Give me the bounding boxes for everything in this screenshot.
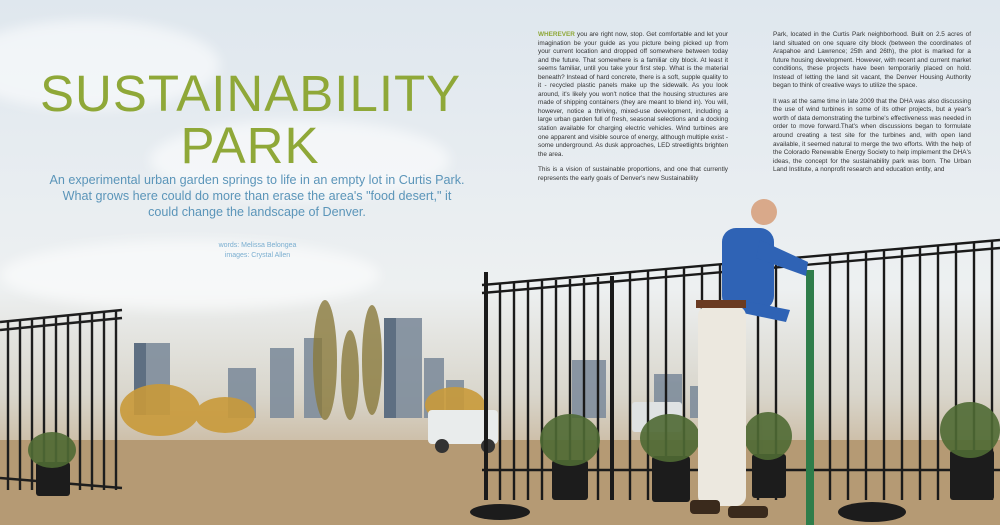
body-paragraph: This is a vision of sustainable proportions, and one that currently represents the early goals of Denver's new Sustainability <box>538 166 728 182</box>
body-paragraph: It was at the same time in late 2009 that the DHA was also discussing the use of wind turbines in some of its other projects, but a year's worth of data demonstrating the turbine's effectiveness was needed in order to move forward.That's when discussions began to formulate around creating a test site for the turbines and, with open land available, it seemed natural to merge the two efforts. With the help of the Colorado Renewable Energy Society to help implement the DHA's ideas, the concept for the sustainability park was born. The Urban Land Institute, a nonprofit research and education entity, and <box>773 97 971 174</box>
title-line-1: SUSTAINABILITY <box>40 65 462 122</box>
body-paragraph <box>538 31 728 159</box>
body-column-1 <box>538 31 728 190</box>
lead-word: WHEREVER <box>538 31 575 38</box>
body-column-2 <box>773 31 971 182</box>
credit-images: images: Crystal Allen <box>224 252 291 259</box>
body-paragraph: Park, located in the Curtis Park neighborhood. Built on 2.5 acres of land situated on one square city block (between the coordinates of Arapahoe and Lawrence; 25th and 26th), the plot is marked for a future housing development. However, with recent and current market conditions, these projects have been temporarily placed on hold. Instead of letting the land sit vacant, the Denver Housing Authority began to think of creative ways to utilize the space. <box>773 31 971 90</box>
article-subtitle: An experimental urban garden springs to life in an empty lot in Curtis Park. What grows here could do more than erase the area's "food desert," it could change the landscape of Denver. <box>49 173 465 219</box>
paragraph-text: you are right now, stop. Get comfortable and let your imagination be your guide as you picture being picked up from your current location and dropped off somewhere between today and the future. That somewhere is a familiar city block. At least it seems familiar, until you take your first step. What is the material beneath? Instead of hard concrete, there is a soft, supple quality to it - recycled plastic panels make up the sidewalk. As you look around, it's likely you won't notice that the housing structures are made of shipping containers (they are meant to blend in). You will, however, notice a thriving, mixed-use development, including a large urban garden full of fresh, seasonal selections and a docking station available for charging electric vehicles. Wind turbines are one apparent and visible source of energy, although multiple exist - some underground. As dusk approaches, LED streetlights brighten the area. <box>538 31 728 158</box>
credit-words: words: Melissa Belongea <box>218 242 297 249</box>
article-title <box>40 65 462 174</box>
title-line-2: PARK <box>180 117 320 174</box>
article-credits <box>190 241 325 261</box>
